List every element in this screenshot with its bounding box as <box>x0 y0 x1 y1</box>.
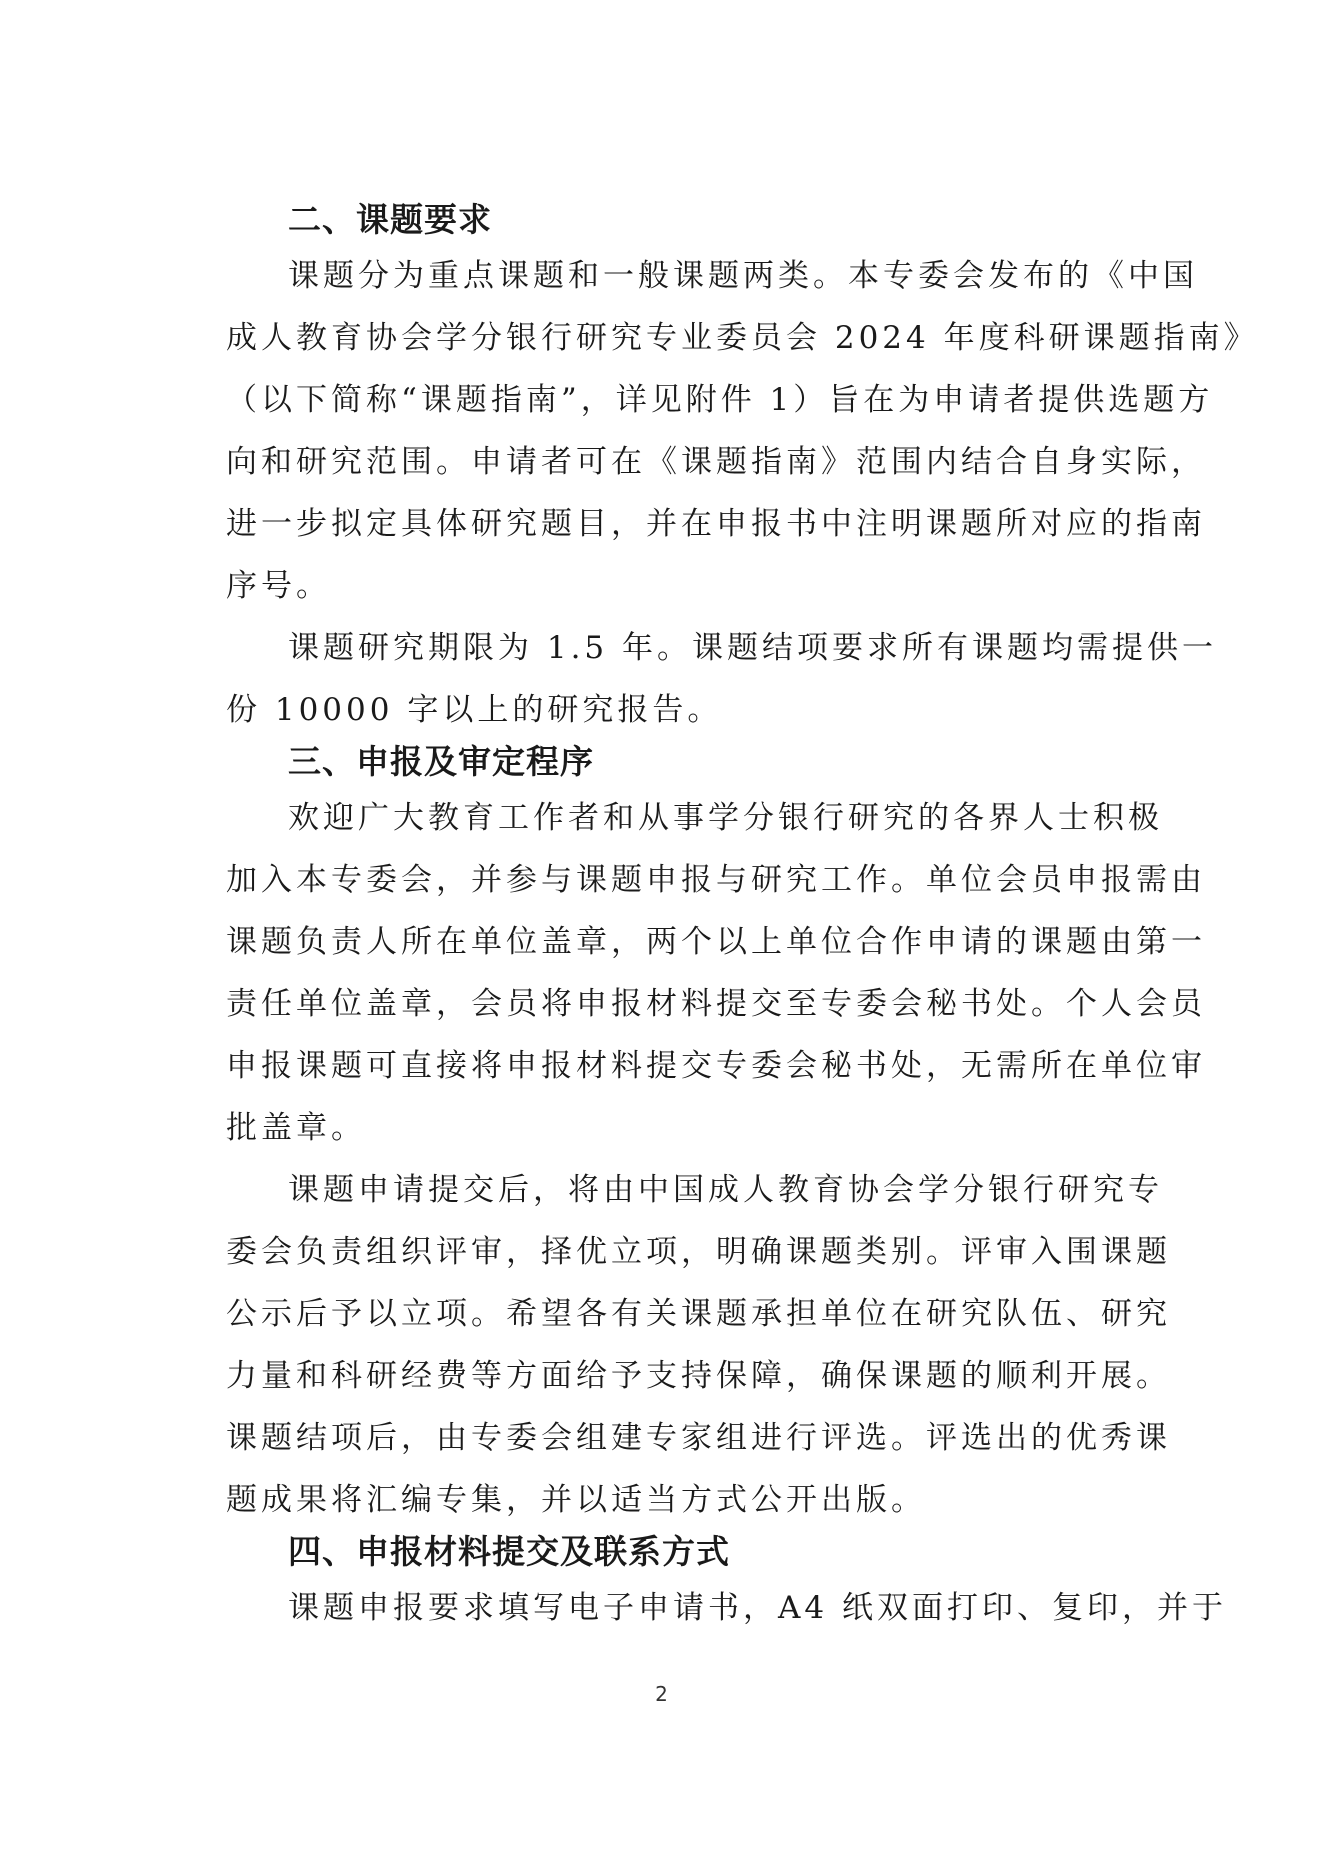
section-heading-submission: 四、申报材料提交及联系方式 <box>288 1532 730 1571</box>
text-line: 加入本专委会，并参与课题申报与研究工作。单位会员申报需由 <box>226 862 1206 898</box>
paragraph-submission <box>226 1577 1227 1639</box>
text-line: 进一步拟定具体研究题目，并在申报书中注明课题所对应的指南 <box>226 506 1206 542</box>
text-line: 课题研究期限为 1.5 年。课题结项要求所有课题均需提供一 <box>288 630 1218 666</box>
text-line: 批盖章。 <box>226 1110 366 1146</box>
text-line: 份 10000 字以上的研究报告。 <box>226 692 723 728</box>
text-line: （以下简称“课题指南”，详见附件 1）旨在为申请者提供选题方 <box>226 382 1214 418</box>
text-line: 向和研究范围。申请者可在《课题指南》范围内结合自身实际， <box>226 444 1206 480</box>
text-line: 序号。 <box>226 568 331 604</box>
text-line: 课题申报要求填写电子申请书，A4 纸双面打印、复印，并于 <box>288 1590 1227 1626</box>
text-line: 课题申请提交后，将由中国成人教育协会学分银行研究专 <box>288 1172 1163 1208</box>
text-line: 题成果将汇编专集，并以适当方式公开出版。 <box>226 1482 926 1518</box>
text-line: 申报课题可直接将申报材料提交专委会秘书处，无需所在单位审 <box>226 1048 1206 1084</box>
page-number: 2 <box>655 1682 668 1706</box>
text-line: 公示后予以立项。希望各有关课题承担单位在研究队伍、研究 <box>226 1296 1171 1332</box>
section-heading-requirements: 二、课题要求 <box>288 200 492 239</box>
text-line: 委会负责组织评审，择优立项，明确课题类别。评审入围课题 <box>226 1234 1171 1270</box>
paragraph-topic-types <box>226 245 1259 617</box>
text-line: 课题分为重点课题和一般课题两类。本专委会发布的《中国 <box>288 258 1198 294</box>
text-line: 课题结项后，由专委会组建专家组进行评选。评选出的优秀课 <box>226 1420 1171 1456</box>
section-heading-procedure: 三、申报及审定程序 <box>288 742 594 781</box>
text-line: 责任单位盖章，会员将申报材料提交至专委会秘书处。个人会员 <box>226 986 1206 1022</box>
paragraph-review <box>226 1159 1171 1531</box>
text-line: 力量和科研经费等方面给予支持保障，确保课题的顺利开展。 <box>226 1358 1171 1394</box>
paragraph-research-period <box>226 617 1218 741</box>
paragraph-application <box>226 787 1206 1159</box>
text-line: 欢迎广大教育工作者和从事学分银行研究的各界人士积极 <box>288 800 1163 836</box>
text-line: 课题负责人所在单位盖章，两个以上单位合作申请的课题由第一 <box>226 924 1206 960</box>
text-line: 成人教育协会学分银行研究专业委员会 2024 年度科研课题指南》 <box>226 320 1259 356</box>
